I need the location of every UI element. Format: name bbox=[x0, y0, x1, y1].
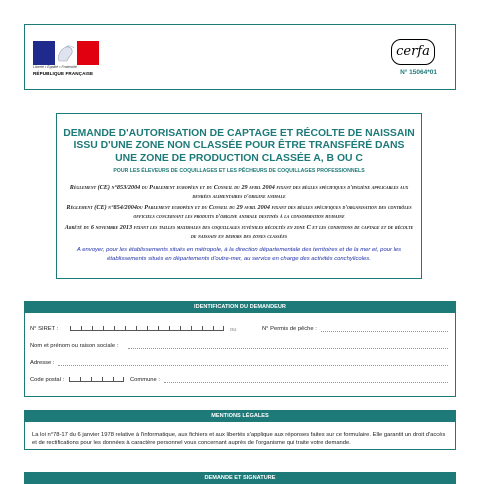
name-label: Nom et prénom ou raison sociale : bbox=[30, 343, 119, 349]
legal-text: La loi n°78-17 du 6 janvier 1978 relative à l'informatique, aux fichiers et aux libertés s'applique aux réponses faites sur ce formulaire. Elle garantit un droit d'accès et de rectifications pour les données à caractère personnel vous concernant auprès de l'organisme qui traite votre demande. bbox=[32, 432, 446, 447]
title-box bbox=[56, 113, 422, 279]
commune-label: Commune : bbox=[130, 377, 160, 383]
signature-section-heading: DEMANDE ET SIGNATURE bbox=[24, 472, 456, 484]
form-number: N° 15064*01 bbox=[400, 69, 437, 76]
marianne-icon bbox=[51, 43, 81, 63]
permis-label: N° Permis de pêche : bbox=[262, 326, 317, 332]
postal-code-input[interactable] bbox=[69, 377, 124, 382]
regulations-list bbox=[63, 183, 415, 241]
identification-section-heading: IDENTIFICATION DU DEMANDEUR bbox=[24, 301, 456, 313]
legal-section-heading: MENTIONS LÉGALES bbox=[24, 410, 456, 422]
name-input[interactable] bbox=[128, 348, 448, 349]
permis-input[interactable] bbox=[321, 331, 448, 332]
address-label: Adresse : bbox=[30, 360, 55, 366]
regulation-item: Arrêté du 6 novembre 2013 fixant les tailles maximales des coquillages juvéniles récoltés en zone C et les conditions de captage et de récolte de naissain en dehors des zones classées bbox=[64, 224, 414, 241]
postal-code-label: Code postal : bbox=[30, 377, 65, 383]
cerfa-logo: cerfa bbox=[391, 39, 435, 65]
regulation-item: Règlement (CE) n°853/2004 du Parlement européen et du Conseil du 29 avril 2004 fixant des règles spécifiques d'hygiène applicables aux denrées alimentaires d'origine animale bbox=[69, 184, 409, 201]
siret-label: N° SIRET : bbox=[30, 326, 59, 332]
form-title: DEMANDE D'AUTORISATION DE CAPTAGE ET RÉCOLTE DE NAISSAIN ISSU D'UNE ZONE NON CLASSÉE POUR ÊTRE TRANSFÉRÉ DANS UNE ZONE DE PRODUCTION CLASSÉE A, B OU C bbox=[63, 128, 415, 164]
form-header bbox=[24, 24, 456, 90]
motto-text: Liberté • Égalité • Fraternité bbox=[33, 65, 77, 69]
republique-francaise-logo bbox=[33, 41, 99, 83]
republic-text: RÉPUBLIQUE FRANÇAISE bbox=[33, 71, 94, 76]
form-subtitle: POUR LES ÉLEVEURS DE COQUILLAGES ET LES PÊCHEURS DE COQUILLAGES PROFESSIONNELS bbox=[113, 168, 365, 175]
or-label: ou bbox=[230, 327, 237, 333]
commune-input[interactable] bbox=[164, 382, 448, 383]
regulation-item: Règlement (CE) n°854/2004du Parlement européen et du Conseil du 29 avril 2004 fixant des règles spécifiques d'organisation des contrôles officiels concernant les produits d'origine animale destinés à la consommation humaine bbox=[66, 204, 412, 221]
siret-input[interactable] bbox=[70, 326, 224, 331]
sending-note: A envoyer, pour les établissements situés en métropole, à la direction départementale des territoires et de la mer et, pour les établissements situés en départements d'outre-mer, au service en charge des activités conchylicoles. bbox=[76, 247, 402, 262]
address-input[interactable] bbox=[58, 365, 448, 366]
